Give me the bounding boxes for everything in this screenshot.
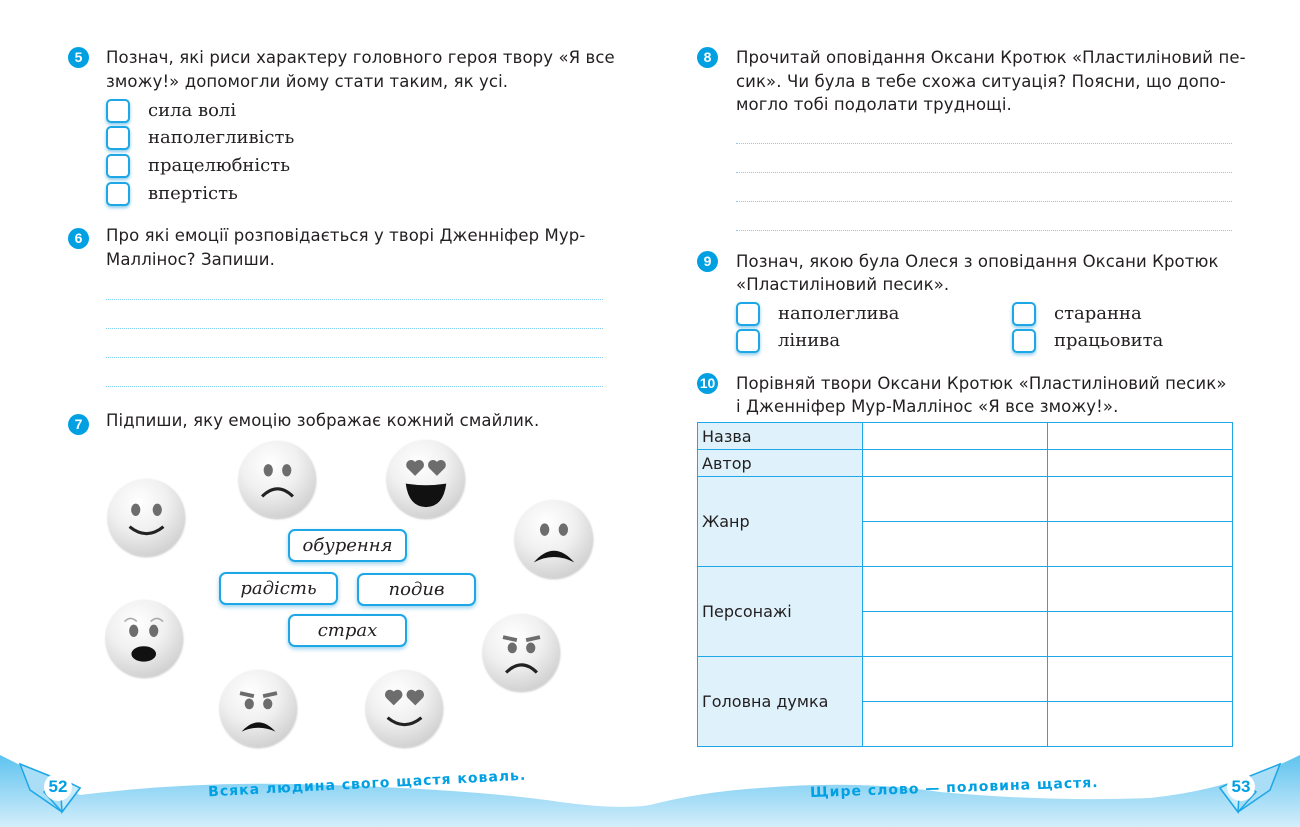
checkbox[interactable] — [1012, 329, 1036, 353]
task10-text-line1: Порівняй твори Оксани Кротюк «Пластиліновий песик» — [736, 374, 1227, 393]
answer-line[interactable] — [736, 143, 1232, 144]
comparison-table — [697, 422, 1233, 747]
row-header: Персонажі — [698, 567, 863, 657]
task7-text: Підпиши, яку емоцію зображає кожний смайлик. — [106, 411, 540, 430]
task9-option[interactable] — [1012, 327, 1163, 354]
option-label: сила волі — [148, 100, 237, 121]
task5-option[interactable] — [106, 124, 294, 151]
task5-text-line2: зможу!» допомогли йому стати таким, як усі. — [106, 72, 509, 91]
task-number-badge: 6 — [68, 228, 89, 249]
right-page — [650, 0, 1300, 827]
checkbox[interactable] — [1012, 302, 1036, 326]
table-cell[interactable] — [863, 522, 1048, 567]
row-header: Автор — [698, 450, 863, 477]
task8-text-line1: Прочитай оповідання Оксани Кротюк «Пластиліновий пе- — [736, 48, 1246, 67]
table-cell[interactable] — [863, 450, 1048, 477]
table-cell[interactable] — [863, 657, 1048, 702]
checkbox[interactable] — [106, 154, 130, 178]
smiley-sad-icon — [239, 441, 316, 518]
task-number-badge: 7 — [68, 414, 89, 435]
task5-option[interactable] — [106, 180, 238, 207]
smiley-very-sad-icon — [515, 500, 593, 578]
table-cell[interactable] — [863, 423, 1048, 450]
task-number-badge: 9 — [697, 251, 718, 272]
word-card[interactable]: подив — [357, 573, 476, 606]
option-label: лінива — [778, 330, 841, 351]
table-cell[interactable] — [1048, 657, 1233, 702]
task5-option[interactable] — [106, 97, 236, 124]
task6-text-line1: Про які емоції розповідається у творі Дженніфер Мур- — [106, 226, 586, 245]
task9-option[interactable] — [736, 327, 840, 354]
word-card[interactable]: обурення — [288, 529, 407, 562]
checkbox[interactable] — [736, 329, 760, 353]
smiley-heart-eyes-smile-icon — [366, 670, 443, 747]
table-cell[interactable] — [863, 612, 1048, 657]
proverb-right: Щире слово — половина щастя. — [809, 774, 1099, 802]
task8-text-line2: сик». Чи була в тебе схожа ситуація? Поясни, що допо- — [736, 72, 1226, 91]
table-cell[interactable] — [1048, 477, 1233, 522]
smiley-angry-icon — [220, 670, 297, 747]
answer-line[interactable] — [106, 386, 603, 387]
answer-line[interactable] — [106, 357, 603, 358]
task9-option[interactable] — [736, 300, 899, 327]
option-label: працелюбність — [148, 155, 291, 176]
smiley-smile-icon — [108, 479, 185, 556]
task8-text-line3: могло тобі подолати труднощі. — [736, 95, 1012, 114]
row-header: Головна думка — [698, 657, 863, 747]
option-label: працьовита — [1054, 330, 1164, 351]
table-cell[interactable] — [1048, 612, 1233, 657]
option-label: наполеглива — [778, 303, 900, 324]
table-cell[interactable] — [1048, 450, 1233, 477]
table-cell[interactable] — [863, 567, 1048, 612]
task6-text-line2: Маллінос? Запиши. — [106, 250, 275, 269]
page-number-right: 53 — [1227, 773, 1255, 801]
smiley-angry-frown-icon — [483, 614, 560, 691]
word-card[interactable]: радість — [219, 572, 338, 605]
page-number-left: 52 — [44, 773, 72, 801]
table-cell[interactable] — [1048, 567, 1233, 612]
word-card[interactable]: страх — [288, 614, 407, 647]
checkbox[interactable] — [106, 99, 130, 123]
task9-option[interactable] — [1012, 300, 1142, 327]
answer-line[interactable] — [736, 230, 1232, 231]
footer-wave — [0, 740, 1300, 827]
option-label: впертість — [148, 183, 238, 204]
task-number-badge: 5 — [68, 47, 89, 68]
checkbox[interactable] — [736, 302, 760, 326]
row-header: Назва — [698, 423, 863, 450]
checkbox[interactable] — [106, 182, 130, 206]
task5-option[interactable] — [106, 152, 290, 179]
checkbox[interactable] — [106, 126, 130, 150]
proverb-left: Всяка людина свого щастя коваль. — [207, 767, 527, 801]
task-number-badge: 8 — [697, 47, 718, 68]
table-cell[interactable] — [1048, 423, 1233, 450]
option-label: старанна — [1054, 303, 1142, 324]
task5-text-line1: Познач, які риси характеру головного героя твору «Я все — [106, 48, 615, 67]
row-header: Жанр — [698, 477, 863, 567]
task-number-badge: 10 — [697, 373, 718, 394]
task10-text-line2: і Дженніфер Мур-Маллінос «Я все зможу!». — [736, 397, 1119, 416]
answer-line[interactable] — [106, 328, 603, 329]
smiley-surprised-icon — [106, 600, 183, 677]
task9-text-line1: Познач, якою була Олеся з оповідання Оксани Кротюк — [736, 252, 1219, 271]
task9-text-line2: «Пластиліновий песик». — [736, 275, 950, 294]
table-cell[interactable] — [1048, 522, 1233, 567]
answer-line[interactable] — [106, 299, 603, 300]
table-cell[interactable] — [863, 477, 1048, 522]
answer-line[interactable] — [736, 172, 1232, 173]
answer-line[interactable] — [736, 201, 1232, 202]
option-label: наполегливість — [148, 127, 295, 148]
smiley-heart-eyes-grin-icon — [387, 440, 465, 518]
